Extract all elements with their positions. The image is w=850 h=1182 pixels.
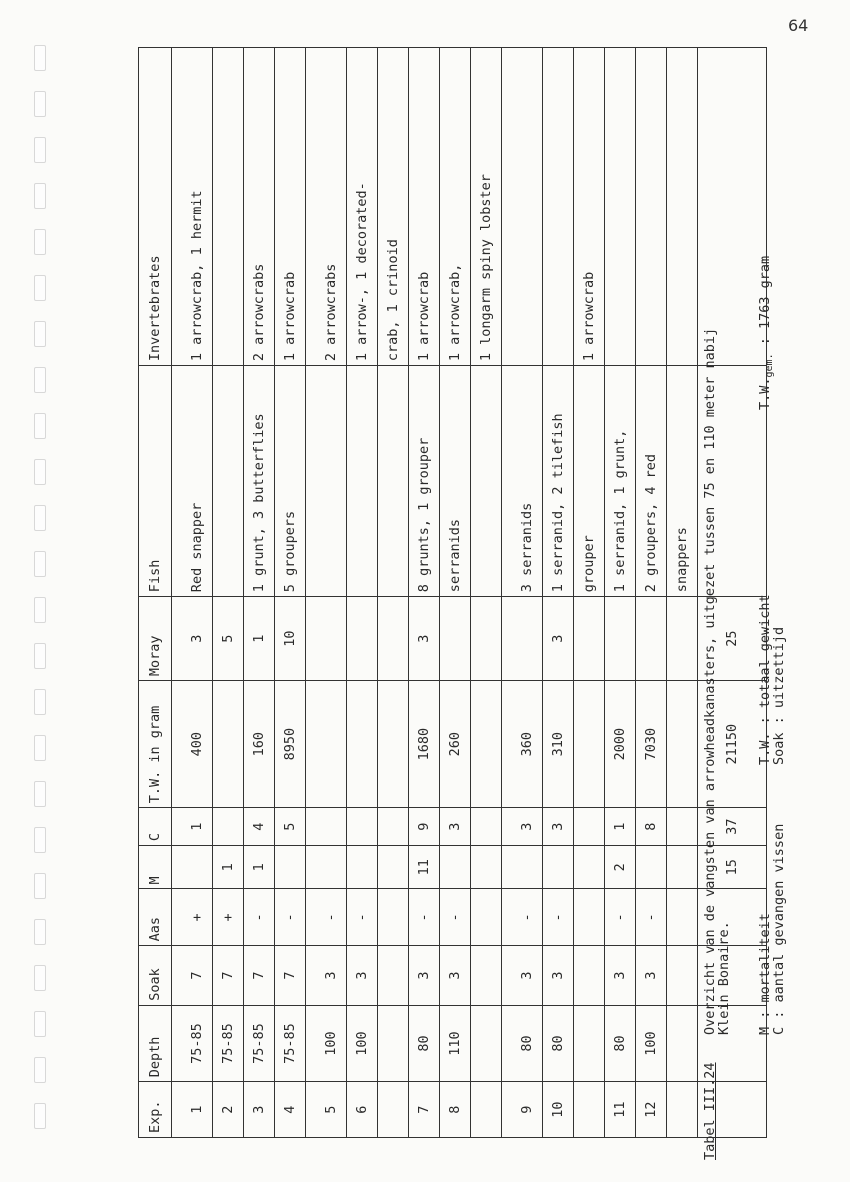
cell-inv: 1 arrowcrab — [275, 48, 306, 366]
cell-moray — [636, 597, 667, 681]
cell-fish: 8 grunts, 1 grouper — [409, 366, 440, 597]
cell-c: 5 — [275, 808, 306, 846]
cell-moray — [306, 597, 347, 681]
cell-m — [502, 846, 543, 889]
cell-aas: - — [306, 889, 347, 946]
table-row — [605, 48, 636, 1138]
cell-m — [574, 846, 605, 889]
cell-depth: 100 — [306, 1005, 347, 1082]
total-m: 15 — [698, 846, 767, 889]
cell-fish: Red snapper — [172, 366, 213, 597]
binding-hole — [34, 45, 46, 71]
header-soak: Soak — [139, 946, 172, 1005]
cell-moray — [347, 597, 378, 681]
cell-fish: 3 serranids — [502, 366, 543, 597]
cell-aas — [574, 889, 605, 946]
caption-wrapper — [700, 100, 790, 1160]
binding-hole — [34, 735, 46, 761]
table-row — [244, 48, 275, 1138]
cell-inv: 2 arrowcrabs — [244, 48, 275, 366]
cell-exp: 1 — [172, 1082, 213, 1138]
cell-exp: 4 — [275, 1082, 306, 1138]
cell-fish: 2 groupers, 4 red — [636, 366, 667, 597]
cell-m — [543, 846, 574, 889]
legend-m: M : mortaliteit — [757, 913, 773, 1035]
cell-inv — [636, 48, 667, 366]
table-row — [636, 48, 667, 1138]
header-m: M — [139, 846, 172, 889]
binding-hole — [34, 275, 46, 301]
table-group — [502, 48, 698, 1138]
cell-moray: 3 — [543, 597, 574, 681]
cell-tw — [378, 681, 409, 808]
cell-aas: - — [636, 889, 667, 946]
cell-tw: 2000 — [605, 681, 636, 808]
table-group — [306, 48, 502, 1138]
cell-soak: 3 — [409, 946, 440, 1005]
table-label: Tabel III.24 — [702, 1062, 718, 1160]
binding-hole — [34, 505, 46, 531]
binding-hole — [34, 229, 46, 255]
cell-c — [378, 808, 409, 846]
cell-m — [440, 846, 471, 889]
cell-soak — [667, 946, 698, 1005]
cell-tw: 7030 — [636, 681, 667, 808]
cell-tw: 160 — [244, 681, 275, 808]
cell-fish: serranids — [440, 366, 471, 597]
cell-moray: 5 — [213, 597, 244, 681]
cell-depth — [574, 1005, 605, 1082]
cell-fish — [213, 366, 244, 597]
cell-c — [306, 808, 347, 846]
table-row — [440, 48, 471, 1138]
binding-hole — [34, 551, 46, 577]
cell-inv — [667, 48, 698, 366]
cell-c: 1 — [172, 808, 213, 846]
cell-inv: 1 arrowcrab — [409, 48, 440, 366]
cell-aas: - — [543, 889, 574, 946]
cell-moray — [605, 597, 636, 681]
table-row — [543, 48, 574, 1138]
cell-fish: snappers — [667, 366, 698, 597]
cell-soak — [378, 946, 409, 1005]
cell-soak: 7 — [244, 946, 275, 1005]
cell-fish — [471, 366, 502, 597]
cell-fish — [306, 366, 347, 597]
cell-aas: - — [275, 889, 306, 946]
table-row — [471, 48, 502, 1138]
cell-m — [172, 846, 213, 889]
cell-soak: 3 — [636, 946, 667, 1005]
cell-exp: 6 — [347, 1082, 378, 1138]
cell-c — [574, 808, 605, 846]
cell-tw: 310 — [543, 681, 574, 808]
cell-c: 8 — [636, 808, 667, 846]
cell-moray — [667, 597, 698, 681]
cell-tw — [667, 681, 698, 808]
cell-depth: 75-85 — [275, 1005, 306, 1082]
binding-hole — [34, 873, 46, 899]
binding-holes — [34, 45, 48, 1149]
binding-hole — [34, 827, 46, 853]
total-tw: 21150 — [698, 681, 767, 808]
header-fish: Fish — [139, 366, 172, 597]
cell-tw: 260 — [440, 681, 471, 808]
cell-c: 3 — [502, 808, 543, 846]
cell-m: 11 — [409, 846, 440, 889]
cell-inv: 1 arrowcrab, 1 hermit — [172, 48, 213, 366]
cell-exp: 9 — [502, 1082, 543, 1138]
cell-soak: 3 — [347, 946, 378, 1005]
cell-fish: 5 groupers — [275, 366, 306, 597]
cell-soak: 3 — [605, 946, 636, 1005]
cell-tw — [347, 681, 378, 808]
cell-inv: 1 arrowcrab — [574, 48, 605, 366]
cell-c: 9 — [409, 808, 440, 846]
cell-c: 3 — [543, 808, 574, 846]
cell-aas — [667, 889, 698, 946]
cell-m — [471, 846, 502, 889]
cell-m — [378, 846, 409, 889]
cell-fish: 1 serranid, 2 tilefish — [543, 366, 574, 597]
cell-tw: 8950 — [275, 681, 306, 808]
binding-hole — [34, 1057, 46, 1083]
cell-tw: 400 — [172, 681, 213, 808]
cell-moray — [440, 597, 471, 681]
header-depth: Depth — [139, 1005, 172, 1082]
cell-tw — [213, 681, 244, 808]
table-row — [172, 48, 213, 1138]
tw-gem-prefix: T.W. — [757, 377, 773, 410]
cell-depth: 75-85 — [172, 1005, 213, 1082]
cell-m — [347, 846, 378, 889]
cell-depth — [667, 1005, 698, 1082]
cell-aas: - — [440, 889, 471, 946]
cell-depth: 100 — [636, 1005, 667, 1082]
cell-moray — [471, 597, 502, 681]
cell-moray — [378, 597, 409, 681]
table-row — [378, 48, 409, 1138]
table-row — [306, 48, 347, 1138]
cell-inv: 1 arrow-, 1 decorated- — [347, 48, 378, 366]
cell-c — [667, 808, 698, 846]
cell-soak: 3 — [502, 946, 543, 1005]
binding-hole — [34, 1103, 46, 1129]
table-header-row — [139, 48, 172, 1138]
cell-aas: - — [502, 889, 543, 946]
cell-fish — [347, 366, 378, 597]
binding-hole — [34, 91, 46, 117]
cell-c: 4 — [244, 808, 275, 846]
cell-inv — [502, 48, 543, 366]
binding-hole — [34, 137, 46, 163]
cell-inv — [605, 48, 636, 366]
cell-exp: 5 — [306, 1082, 347, 1138]
cell-m: 2 — [605, 846, 636, 889]
cell-exp: 3 — [244, 1082, 275, 1138]
binding-hole — [34, 643, 46, 669]
table-group — [172, 48, 306, 1138]
header-tw: T.W. in gram — [139, 681, 172, 808]
cell-inv — [543, 48, 574, 366]
legend-soak: Soak : uitzettijd — [771, 626, 787, 765]
cell-aas: + — [213, 889, 244, 946]
cell-fish: 1 grunt, 3 butterflies — [244, 366, 275, 597]
binding-hole — [34, 919, 46, 945]
cell-depth: 80 — [543, 1005, 574, 1082]
table-row — [275, 48, 306, 1138]
cell-depth: 75-85 — [244, 1005, 275, 1082]
table-row — [574, 48, 605, 1138]
cell-m — [306, 846, 347, 889]
cell-aas: - — [409, 889, 440, 946]
cell-inv — [213, 48, 244, 366]
header-invertebrates: Invertebrates — [139, 48, 172, 366]
binding-hole — [34, 597, 46, 623]
header-exp: Exp. — [139, 1082, 172, 1138]
cell-fish: 1 serranid, 1 grunt, — [605, 366, 636, 597]
cell-soak: 7 — [172, 946, 213, 1005]
cell-c — [347, 808, 378, 846]
cell-inv: 1 longarm spiny lobster — [471, 48, 502, 366]
cell-depth: 80 — [409, 1005, 440, 1082]
binding-hole — [34, 459, 46, 485]
cell-m — [275, 846, 306, 889]
cell-exp — [667, 1082, 698, 1138]
cell-c — [213, 808, 244, 846]
legend-tw: T.W. : totaal gewicht — [757, 594, 773, 765]
binding-hole — [34, 321, 46, 347]
cell-depth: 100 — [347, 1005, 378, 1082]
binding-hole — [34, 413, 46, 439]
cell-exp: 7 — [409, 1082, 440, 1138]
cell-moray: 1 — [244, 597, 275, 681]
cell-soak: 7 — [275, 946, 306, 1005]
caption-line-2: Klein Bonaire. — [716, 921, 732, 1035]
cell-soak: 3 — [440, 946, 471, 1005]
binding-hole — [34, 367, 46, 393]
cell-tw: 360 — [502, 681, 543, 808]
cell-soak — [471, 946, 502, 1005]
tw-gem — [758, 256, 777, 410]
cell-m — [636, 846, 667, 889]
cell-aas: - — [605, 889, 636, 946]
cell-tw — [306, 681, 347, 808]
cell-soak: 3 — [306, 946, 347, 1005]
cell-moray: 3 — [409, 597, 440, 681]
tw-gem-sub: gem. — [764, 353, 775, 378]
cell-c: 3 — [440, 808, 471, 846]
cell-m: 1 — [244, 846, 275, 889]
cell-soak — [574, 946, 605, 1005]
cell-tw: 1680 — [409, 681, 440, 808]
header-c: C — [139, 808, 172, 846]
total-c: 37 — [698, 808, 767, 846]
tw-gem-value: : 1763 gram — [757, 255, 773, 346]
cell-moray: 10 — [275, 597, 306, 681]
page-number: 64 — [788, 16, 809, 35]
binding-hole — [34, 781, 46, 807]
cell-exp: 11 — [605, 1082, 636, 1138]
cell-exp: 2 — [213, 1082, 244, 1138]
cell-aas: - — [244, 889, 275, 946]
cell-exp — [378, 1082, 409, 1138]
cell-exp: 10 — [543, 1082, 574, 1138]
cell-c: 1 — [605, 808, 636, 846]
cell-moray: 3 — [172, 597, 213, 681]
cell-depth: 75-85 — [213, 1005, 244, 1082]
cell-exp — [471, 1082, 502, 1138]
cell-aas: - — [347, 889, 378, 946]
header-aas: Aas — [139, 889, 172, 946]
cell-aas: + — [172, 889, 213, 946]
cell-depth: 80 — [605, 1005, 636, 1082]
cell-soak: 3 — [543, 946, 574, 1005]
binding-hole — [34, 1011, 46, 1037]
cell-aas — [378, 889, 409, 946]
cell-moray — [574, 597, 605, 681]
cell-aas — [471, 889, 502, 946]
cell-depth: 110 — [440, 1005, 471, 1082]
table-row — [347, 48, 378, 1138]
binding-hole — [34, 689, 46, 715]
cell-fish: grouper — [574, 366, 605, 597]
cell-inv: 1 arrowcrab, — [440, 48, 471, 366]
cell-exp: 12 — [636, 1082, 667, 1138]
catch-table — [138, 47, 767, 1138]
cell-m — [667, 846, 698, 889]
cell-inv: 2 arrowcrabs — [306, 48, 347, 366]
binding-hole — [34, 183, 46, 209]
legend-c: C : aantal gevangen vissen — [771, 823, 787, 1035]
table-row — [213, 48, 244, 1138]
cell-exp: 8 — [440, 1082, 471, 1138]
cell-tw — [471, 681, 502, 808]
cell-soak: 7 — [213, 946, 244, 1005]
caption-line-1: Overzicht van de vangsten van arrowheadkanasters, uitgezet tussen 75 en 110 meter nabij — [702, 327, 718, 1035]
table-row — [667, 48, 698, 1138]
cell-depth — [378, 1005, 409, 1082]
binding-hole — [34, 965, 46, 991]
cell-exp — [574, 1082, 605, 1138]
cell-inv: crab, 1 crinoid — [378, 48, 409, 366]
table-row — [502, 48, 543, 1138]
cell-moray — [502, 597, 543, 681]
cell-m: 1 — [213, 846, 244, 889]
total-moray: 25 — [698, 597, 767, 681]
cell-depth: 80 — [502, 1005, 543, 1082]
cell-tw — [574, 681, 605, 808]
cell-c — [471, 808, 502, 846]
table-row — [409, 48, 440, 1138]
header-moray: Moray — [139, 597, 172, 681]
cell-fish — [378, 366, 409, 597]
cell-depth — [471, 1005, 502, 1082]
